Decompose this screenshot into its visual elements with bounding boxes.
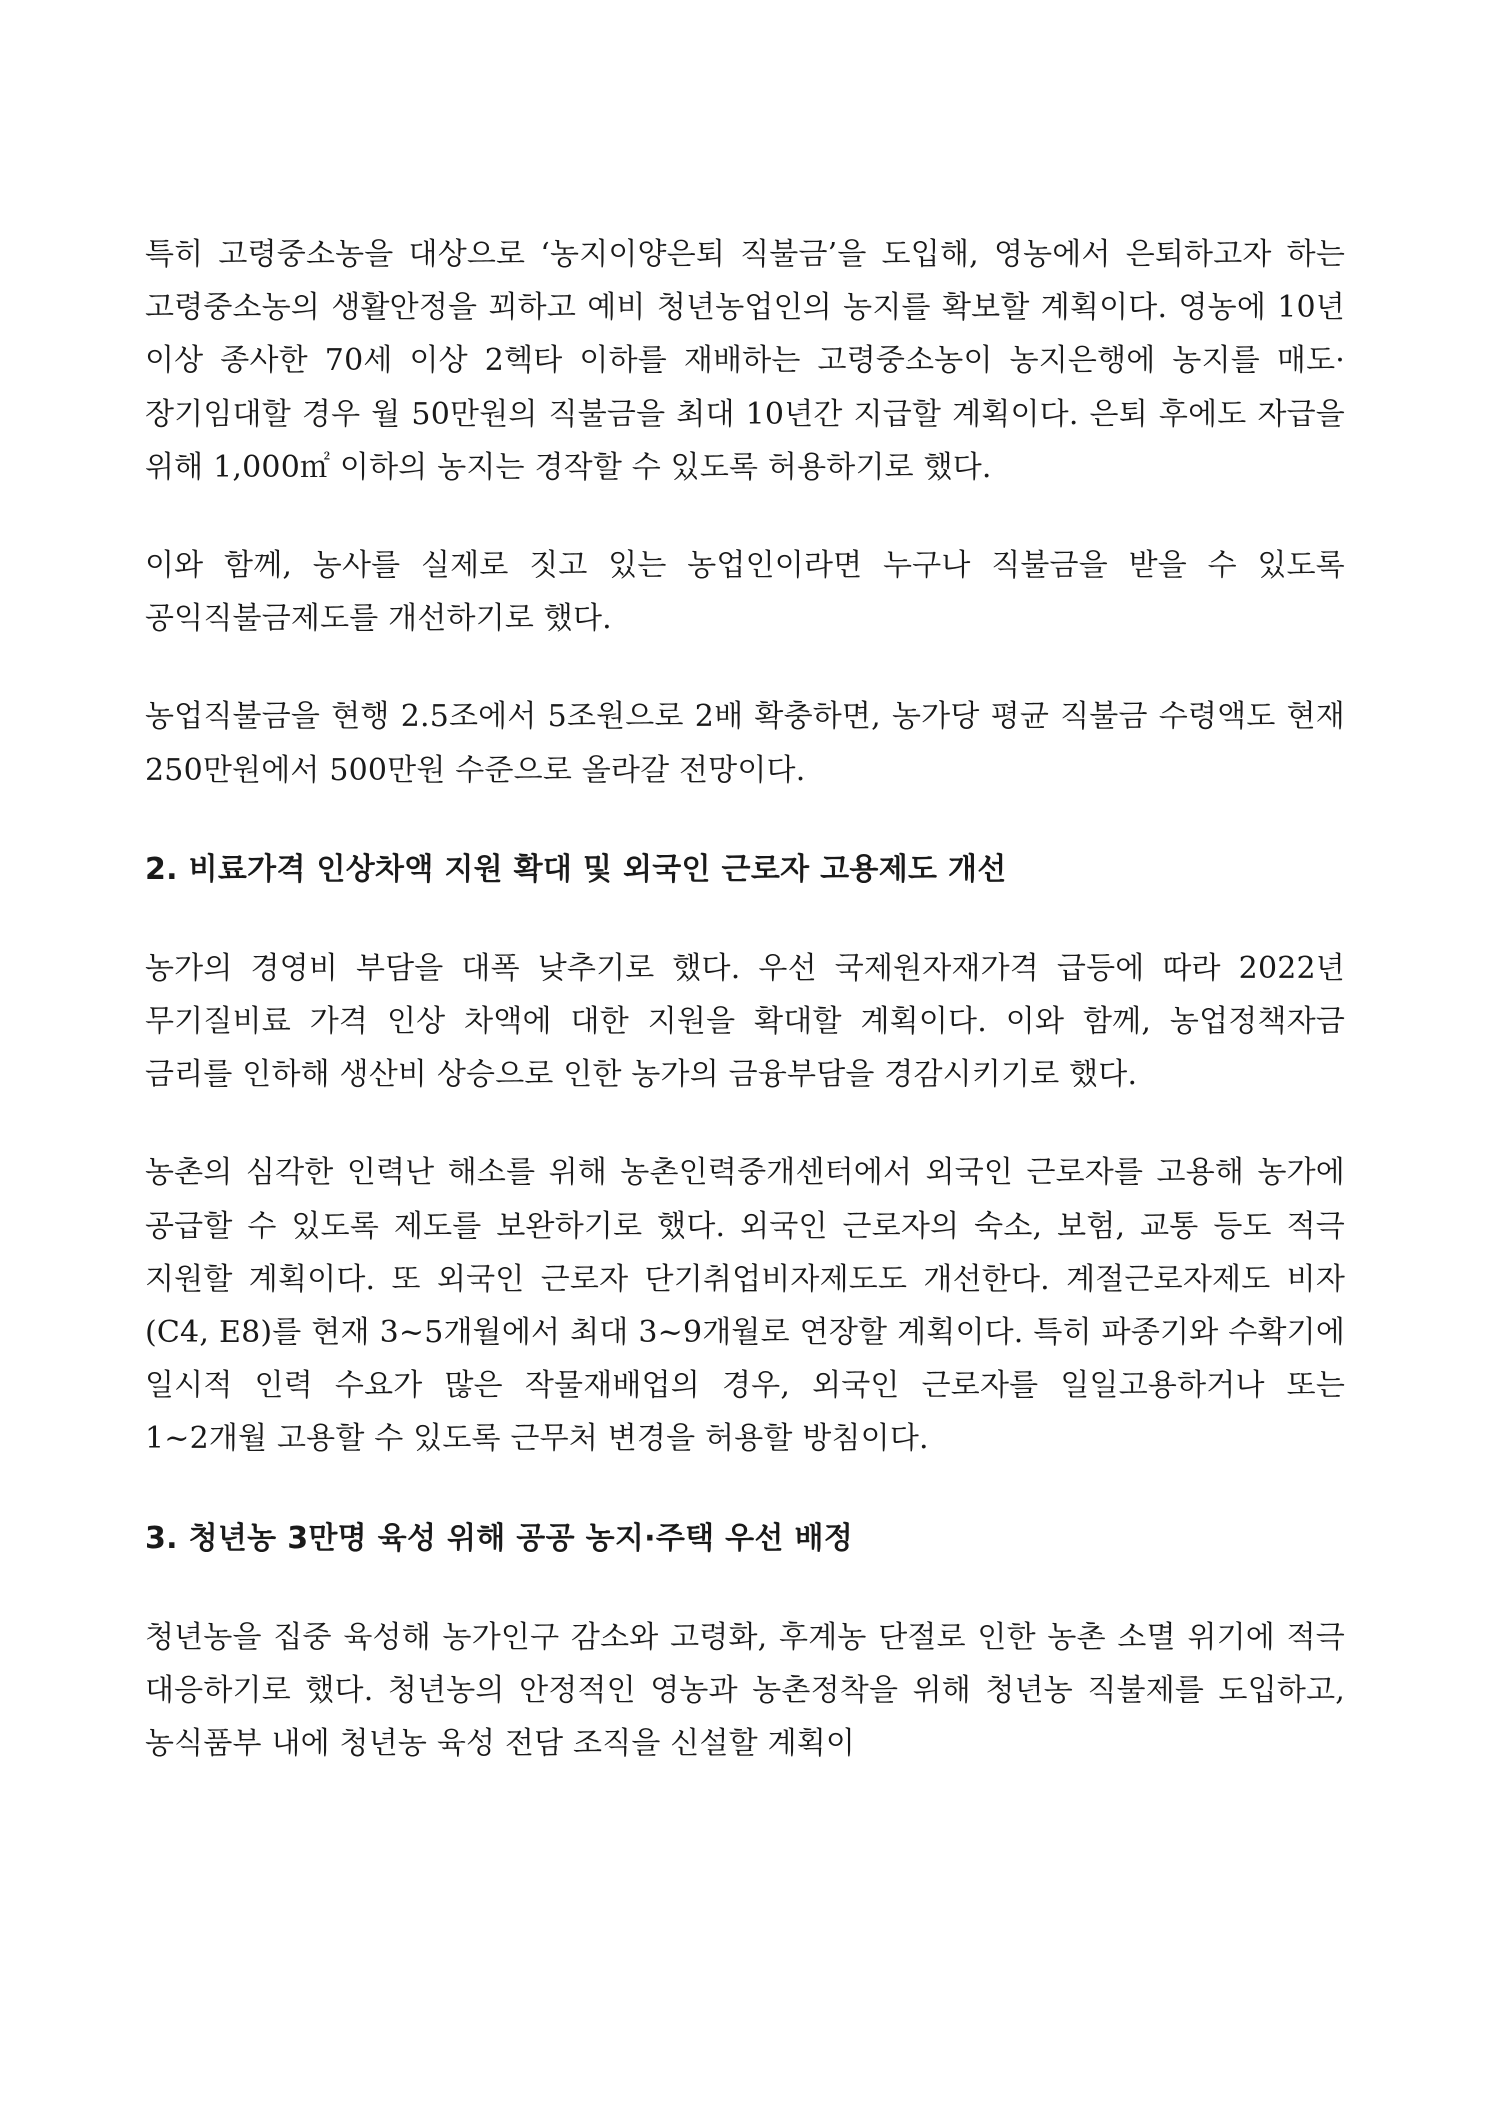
paragraph-retirement-payment: 특히 고령중소농을 대상으로 ‘농지이양은퇴 직불금’을 도입해, 영농에서 은퇴하고자 하는 고령중소농의 생활안정을 꾀하고 예비 청년농업인의 농지를 확보할 계획이다. 영농에 10년 이상 종사한 70세 이상 2헥타 이하를 재배하는 고령중소농이 농지은행에 농지를 매도·장기임대할 경우 월 50만원의 직불금을 최대 10년간 지급할 계획이다. 은퇴 후에도 자급을 위해 1,000㎡ 이하의 농지는 경작할 수 있도록 허용하기로 했다.: [145, 237, 1345, 485]
section-heading-3: 3. 청년농 3만명 육성 위해 공공 농지·주택 우선 배정: [145, 1520, 854, 1556]
paragraph-foreign-workers: 농촌의 심각한 인력난 해소를 위해 농촌인력중개센터에서 외국인 근로자를 고용해 농가에 공급할 수 있도록 제도를 보완하기로 했다. 외국인 근로자의 숙소, 보험, 교통 등도 적극 지원할 계획이다. 또 외국인 근로자 단기취업비자제도도 개선한다. 계절근로자제도 비자(C4, E8)를 현재 3~5개월에서 최대 3~9개월로 연장할 계획이다. 특히 파종기와 수확기에 일시적 인력 수요가 많은 작물재배업의 경우, 외국인 근로자를 일일고용하거나 또는 1~2개월 고용할 수 있도록 근무처 변경을 허용할 방침이다.: [145, 1155, 1345, 1457]
section-heading-2: 2. 비료가격 인상차액 지원 확대 및 외국인 근로자 고용제도 개선: [145, 851, 1007, 887]
paragraph-fertilizer-support: 농가의 경영비 부담을 대폭 낮추기로 했다. 우선 국제원자재가격 급등에 따라 2022년 무기질비료 가격 인상 차액에 대한 지원을 확대할 계획이다. 이와 함께, 농업정책자금 금리를 인하해 생산비 상승으로 인한 농가의 금융부담을 경감시키기로 했다.: [145, 950, 1345, 1093]
paragraph-young-farmers: 청년농을 집중 육성해 농가인구 감소와 고령화, 후계농 단절로 인한 농촌 소멸 위기에 적극 대응하기로 했다. 청년농의 안정적인 영농과 농촌정착을 위해 청년농 직불제를 도입하고, 농식품부 내에 청년농 육성 전담 조직을 신설할 계획이: [145, 1619, 1345, 1762]
paragraph-payment-expansion: 농업직불금을 현행 2.5조에서 5조원으로 2배 확충하면, 농가당 평균 직불금 수령액도 현재 250만원에서 500만원 수준으로 올라갈 전망이다.: [145, 699, 1345, 788]
paragraph-direct-payment-reform: 이와 함께, 농사를 실제로 짓고 있는 농업인이라면 누구나 직불금을 받을 수 있도록 공익직불금제도를 개선하기로 했다.: [145, 548, 1345, 637]
document-body: [145, 228, 1345, 1770]
